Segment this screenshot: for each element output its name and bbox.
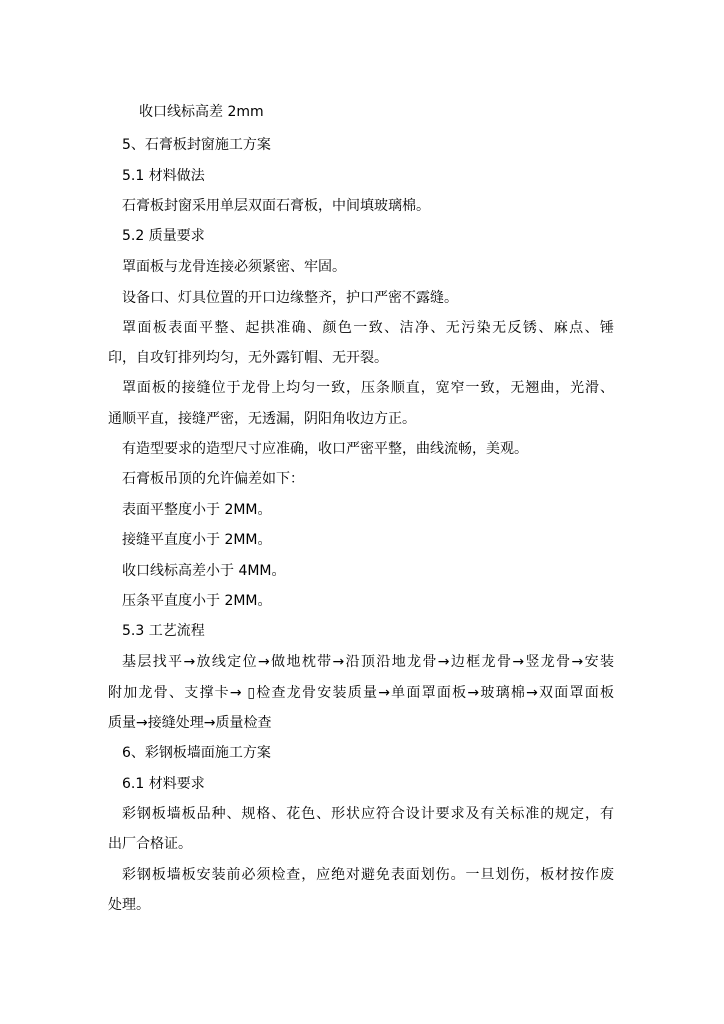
section-heading: 5、石膏板封窗施工方案 bbox=[122, 137, 271, 153]
paragraph-line: 石膏板吊顶的允许偏差如下： bbox=[122, 471, 304, 487]
paragraph-line: 彩钢板墙板安装前必须检查，应绝对避免表面划伤。一旦划伤，板材按作废 bbox=[122, 867, 614, 883]
section-heading: 6、彩钢板墙面施工方案 bbox=[122, 745, 271, 761]
paragraph-line: 罩面板的接缝位于龙骨上均匀一致，压条顺直，宽窄一致，无翘曲，光滑、 bbox=[122, 380, 614, 396]
subsection-heading: 5.2 质量要求 bbox=[122, 228, 205, 244]
paragraph-line: 印，自攻钉排列均匀，无外露钉帽、无开裂。 bbox=[108, 350, 388, 366]
list-item: 压条平直度小于 2MM。 bbox=[122, 593, 272, 609]
paragraph-line: 质量→接缝处理→质量检查 bbox=[108, 715, 272, 731]
list-item: 接缝平直度小于 2MM。 bbox=[122, 532, 272, 548]
paragraph-line: 处理。 bbox=[108, 897, 150, 913]
paragraph-line: 罩面板表面平整、起拱准确、颜色一致、洁净、无污染无反锈、麻点、锤 bbox=[122, 320, 614, 336]
paragraph-line: 设备口、灯具位置的开口边缘整齐，护口严密不露缝。 bbox=[122, 290, 458, 306]
paragraph-line: 通顺平直，接缝严密，无透漏，阴阳角收边方正。 bbox=[108, 411, 416, 427]
paragraph-line: 基层找平→放线定位→做地枕带→沿顶沿地龙骨→边框龙骨→竖龙骨→安装 bbox=[122, 654, 614, 670]
paragraph-line: 有造型要求的造型尺寸应准确，收口严密平整，曲线流畅，美观。 bbox=[122, 441, 528, 457]
paragraph-line: 附加龙骨、支撑卡→ ▯检查龙骨安装质量→单面罩面板→玻璃棉→双面罩面板 bbox=[108, 685, 614, 701]
subsection-heading: 5.1 材料做法 bbox=[122, 168, 205, 184]
paragraph-line: 出厂合格证。 bbox=[108, 836, 192, 852]
paragraph-line: 罩面板与龙骨连接必须紧密、牢固。 bbox=[122, 259, 346, 275]
list-item: 表面平整度小于 2MM。 bbox=[122, 502, 272, 518]
paragraph-line: 彩钢板墙板品种、规格、花色、形状应符合设计要求及有关标准的规定，有 bbox=[122, 806, 614, 822]
subsection-heading: 5.3 工艺流程 bbox=[122, 623, 205, 639]
subsection-heading: 6.1 材料要求 bbox=[122, 776, 205, 792]
paragraph-line: 石膏板封窗采用单层双面石膏板，中间填玻璃棉。 bbox=[122, 198, 430, 214]
text-line: 收口线标高差 2mm bbox=[139, 104, 264, 120]
list-item: 收口线标高差小于 4MM。 bbox=[122, 563, 286, 579]
